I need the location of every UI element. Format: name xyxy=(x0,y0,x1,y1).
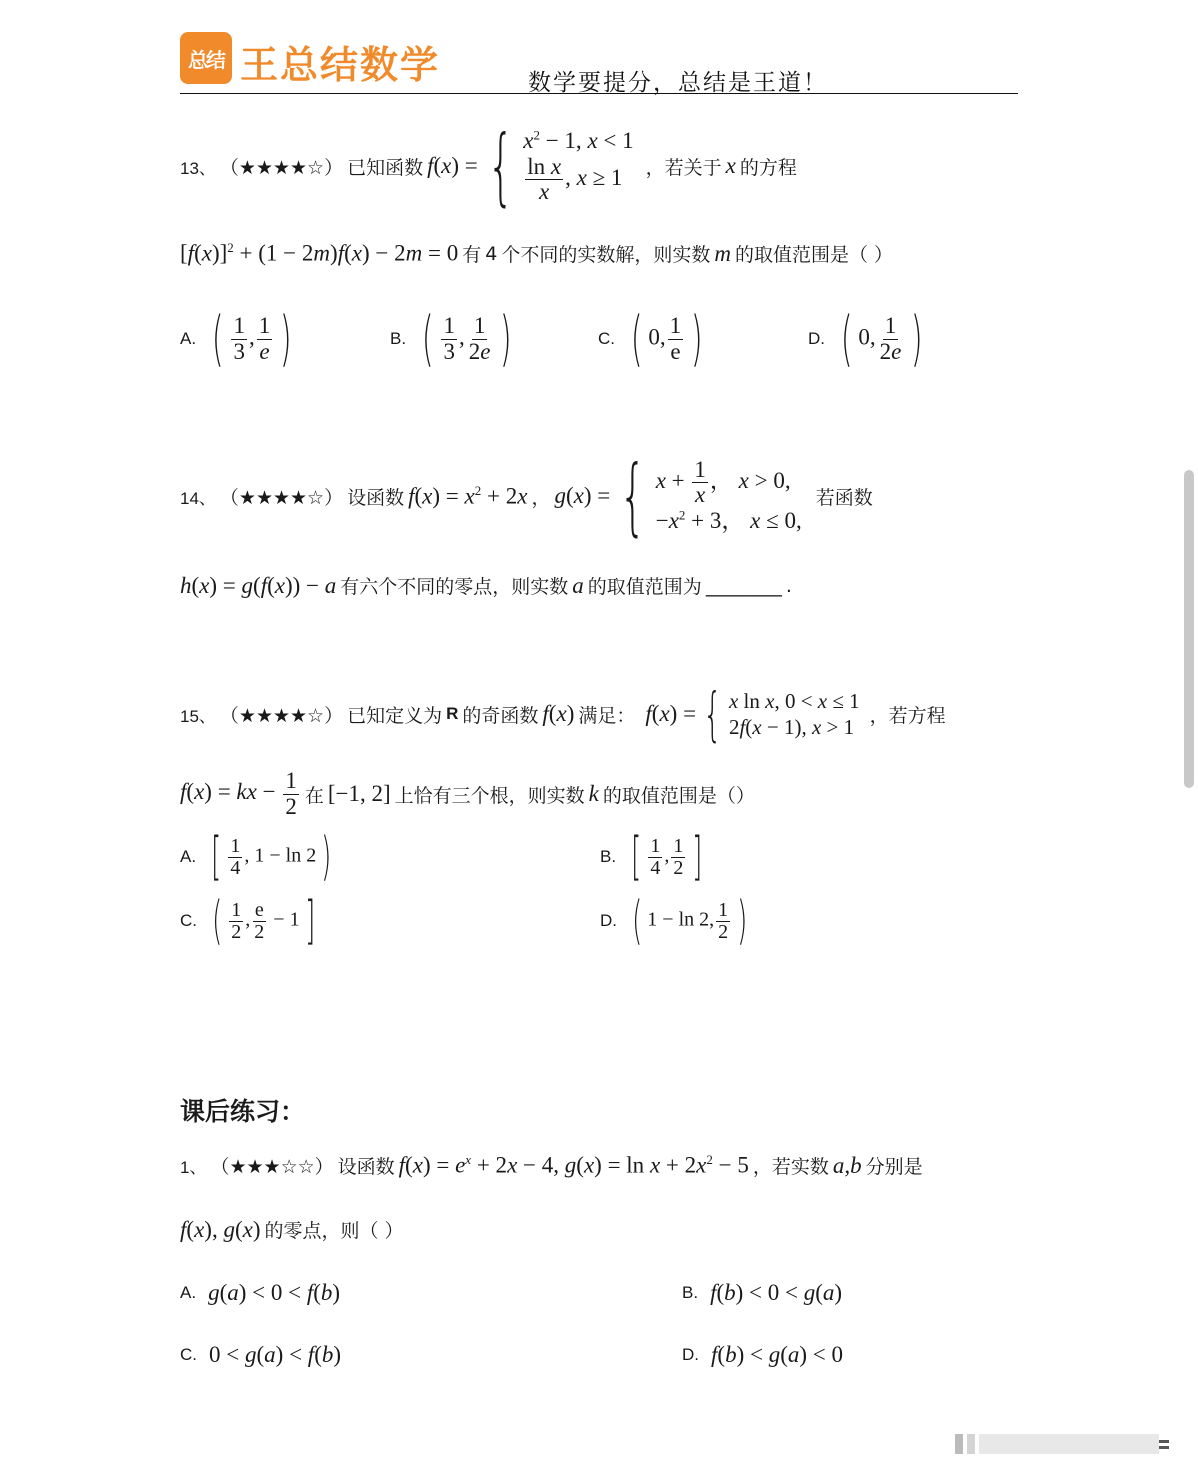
piecewise-brace: { xyxy=(619,447,647,545)
difficulty-stars: （★★★☆☆） xyxy=(210,1156,334,1178)
q13-line2: $[f(x)]^2 + (1 - 2m)f(x) - 2m = 0$ 有 4 个不同的实数解，则实数 m 的取值范围是（ ） xyxy=(180,240,894,266)
question-number: 14、 xyxy=(180,488,216,508)
q14-line2: h(x) = g(f(x)) − a 有六个不同的零点，则实数 a 的取值范围为 ________ . xyxy=(180,572,792,598)
vertical-scrollbar[interactable] xyxy=(1184,470,1194,788)
page-scroll-indicator-icon xyxy=(955,1432,1171,1458)
practice-q1-options xyxy=(180,1280,940,1380)
option-d[interactable]: D. f(b) < g(a) < 0 xyxy=(682,1342,844,1367)
piecewise-cases: x + $\frac{1}{x}$ ， x > 0, $-x^2 + 3$， x ≤ 0, xyxy=(655,456,802,533)
difficulty-stars: （★★★★☆） xyxy=(219,704,344,727)
difficulty-stars: （★★★★☆） xyxy=(219,156,344,179)
answer-blank[interactable]: ________ xyxy=(705,574,782,597)
q13-line1: 13、 （★★★★☆） 已知函数 f(x) = { $x^2 - 1$, x < 1 $\frac{\text{ln x}}{x}$ , x ≥ 1 ，若关于 x 的方程 xyxy=(180,117,797,215)
piecewise-cases: x ln x, 0 < x ≤ 1 2f(x − 1), x > 1 xyxy=(728,688,860,739)
option-b[interactable]: B. ( $\frac{1}{3}$ , $\frac{1}{2e}$ ) xyxy=(390,304,513,374)
q15-line2: f(x) = kx − $\frac{1}{2}$ 在 [−1, 2] 上恰有三个根，则实数 k 的取值范围是（） xyxy=(180,768,755,819)
option-c[interactable]: C. 0 < g(a) < f(b) xyxy=(180,1342,342,1367)
slogan: 数学要提分，总结是王道！ xyxy=(528,70,828,96)
option-d[interactable]: D. ( 0, $\frac{1}{2e}$ ) xyxy=(808,304,923,374)
function-definition: f(x) = xyxy=(427,153,478,178)
practice-q1-line2: f(x), g(x) 的零点，则（ ） xyxy=(180,1216,404,1242)
option-a[interactable]: A. g(a) < 0 < f(b) xyxy=(180,1280,341,1305)
section-heading: 课后练习： xyxy=(180,1097,306,1126)
header-divider xyxy=(180,93,1018,94)
option-d[interactable]: D. ( 1 − ln 2, $\frac{1}{2}$ ) xyxy=(600,891,748,951)
practice-q1-line1: 1、 （★★★☆☆） 设函数 $f(x) = e^x + 2x - 4$, $g(x) = \ln x + 2x^2 - 5$ ，若实数 a,b 分别是 xyxy=(180,1152,923,1178)
question-number: 15、 xyxy=(180,706,216,726)
option-a[interactable]: A. ( $\frac{1}{3}$ , $\frac{1}{e}$ ) xyxy=(180,304,292,374)
logo-icon: 总结 xyxy=(180,32,232,84)
piecewise-brace: { xyxy=(487,117,514,215)
question-number: 13、 xyxy=(180,158,216,178)
option-a[interactable]: A. [ $\frac{1}{4}$ , 1 − ln 2) xyxy=(180,827,332,887)
question-number: 1、 xyxy=(180,1158,207,1177)
option-c[interactable]: C. ( 0, $\frac{1}{e}$ ) xyxy=(598,304,703,374)
option-b[interactable]: B. [ $\frac{1}{4}$ , $\frac{1}{2}$ ] xyxy=(600,827,703,887)
piecewise-cases: $x^2 - 1$, x < 1 $\frac{\text{ln x}}{x}$ , x ≥ 1 xyxy=(523,127,634,204)
option-c[interactable]: C. ( $\frac{1}{2}$ , $\frac{e}{2}$ − 1] xyxy=(180,891,315,951)
q15-options xyxy=(180,828,940,954)
difficulty-stars: （★★★★☆） xyxy=(219,486,344,509)
option-b[interactable]: B. f(b) < 0 < g(a) xyxy=(682,1280,843,1305)
q15-line1: 15、 （★★★★☆） 已知定义为 R 的奇函数 f(x) 满足： f(x) = { x ln x, 0 < x ≤ 1 2f(x − 1), x > 1 ，若方程 xyxy=(180,680,946,748)
q14-line1: 14、 （★★★★☆） 设函数 $f(x) = x^2 + 2x$ ， g(x) = { x + $\frac{1}{x}$ ， x > 0, $-x^2 + 3$， x ≤ 0, 若函数 xyxy=(180,447,873,545)
piecewise-brace: { xyxy=(703,680,722,748)
q13-options xyxy=(180,306,940,372)
brand-name: 王总结数学 xyxy=(240,43,441,87)
